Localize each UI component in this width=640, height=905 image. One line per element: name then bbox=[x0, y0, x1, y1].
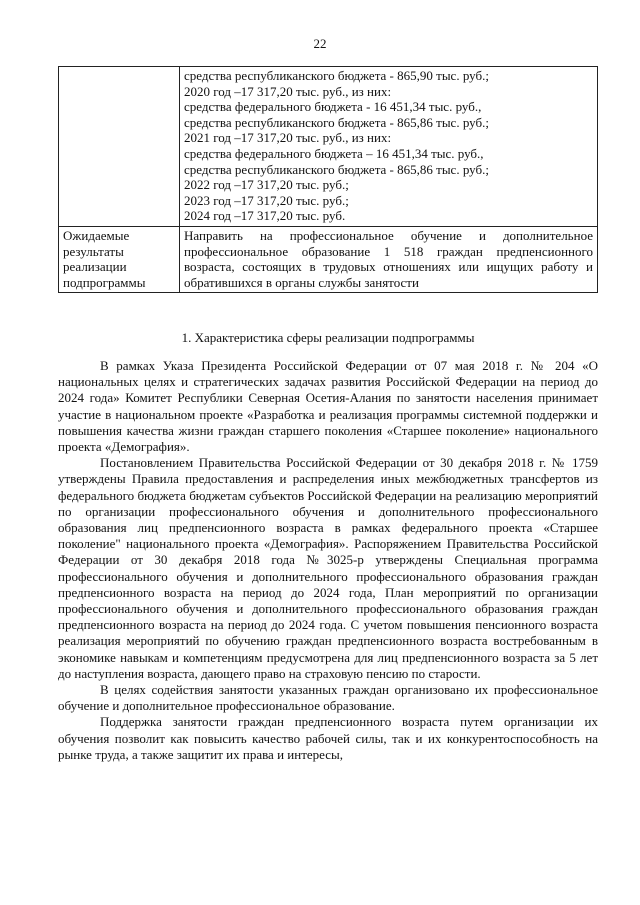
section-heading: 1. Характеристика сферы реализации подпрограммы bbox=[181, 330, 475, 345]
paragraph: Постановлением Правительства Российской Федерации от 30 декабря 2018 г. № 1759 утверждены Правила предоставления и распределения иных межбюджетных трансфертов из федерального бюджета бюджетам субъектов Российской Федерации на реализацию мероприятий по организации профессионального обучения и дополнительного профессионального образования лиц предпенсионного возраста в рамках федерального проекта «Старшее поколение" национального проекта «Демография». Распоряжением Правительства Российской Федерации от 30 декабря 2018 года №3025-р утверждены Специальная программа профессионального обучения и дополнительного профессионального образования граждан предпенсионного возраста на период до 2024 года, План мероприятий по организации профессионального обучения и дополнительного профессионального образования граждан предпенсионного возраста на период до 2024 года. С учетом повышения пенсионного возраста реализация мероприятий по обучению граждан предпенсионного возраста востребованным в экономике навыкам и компетенциям предусмотрена для лиц предпенсионного возраста за 5 лет до наступления возраста, дающего право на страховую пенсию по старости. bbox=[58, 455, 598, 681]
paragraph: В рамках Указа Президента Российской Федерации от 07 мая 2018 г. № 204 «О национальных целях и стратегических задачах развития Российской Федерации на период до 2024 года» Комитет Республики Северная Осетия-Алания по занятости населения принимает участие в национальном проекте «Разработка и реализация программы системной поддержки и повышения качества жизни граждан старшего поколения «Старшее поколение» национального проекта «Демография». bbox=[58, 358, 598, 455]
body-text bbox=[58, 358, 598, 763]
funding-line: 2021 год –17 317,20 тыс. руб., из них: bbox=[184, 130, 392, 146]
paragraph: Поддержка занятости граждан предпенсионного возраста путем организации их обучения позволит как повысить качество рабочей силы, так и их конкурентоспособность на рынке труда, а также защитит их права и интересы, bbox=[58, 714, 598, 762]
funding-label-cell bbox=[59, 67, 180, 227]
paragraph: В целях содействия занятости указанных граждан организовано их профессиональное обучение и дополнительное профессиональное образование. bbox=[58, 682, 598, 714]
funding-line: 2024 год –17 317,20 тыс. руб. bbox=[184, 208, 346, 224]
funding-line: средства федерального бюджета - 16 451,34 тыс. руб., bbox=[184, 99, 482, 115]
funding-line: 2023 год –17 317,20 тыс. руб.; bbox=[184, 192, 349, 208]
funding-line: 2020 год –17 317,20 тыс. руб., из них: bbox=[184, 83, 392, 99]
page-number: 22 bbox=[313, 36, 327, 51]
funding-line: средства республиканского бюджета - 865,90 тыс. руб.; bbox=[184, 68, 489, 83]
table-row bbox=[59, 67, 598, 227]
funding-content-cell bbox=[180, 67, 598, 227]
funding-line: средства федерального бюджета – 16 451,34 тыс. руб., bbox=[184, 145, 484, 161]
funding-line: средства республиканского бюджета - 865,86 тыс. руб.; bbox=[184, 114, 489, 130]
table-row bbox=[59, 226, 598, 292]
expected-results-text: Направить на профессиональное обучение и дополнительное профессиональное образование 1 518 граждан предпенсионного возраста, состоящих в трудовых отношениях или ищущих работу и обратившихся в органы службы занятости bbox=[180, 226, 598, 292]
funding-line: 2022 год –17 317,20 тыс. руб.; bbox=[184, 177, 349, 193]
funding-line: средства республиканского бюджета - 865,86 тыс. руб.; bbox=[184, 161, 489, 177]
expected-results-label: Ожидаемые результаты реализации подпрограммы bbox=[59, 226, 180, 292]
funding-table bbox=[58, 66, 598, 293]
